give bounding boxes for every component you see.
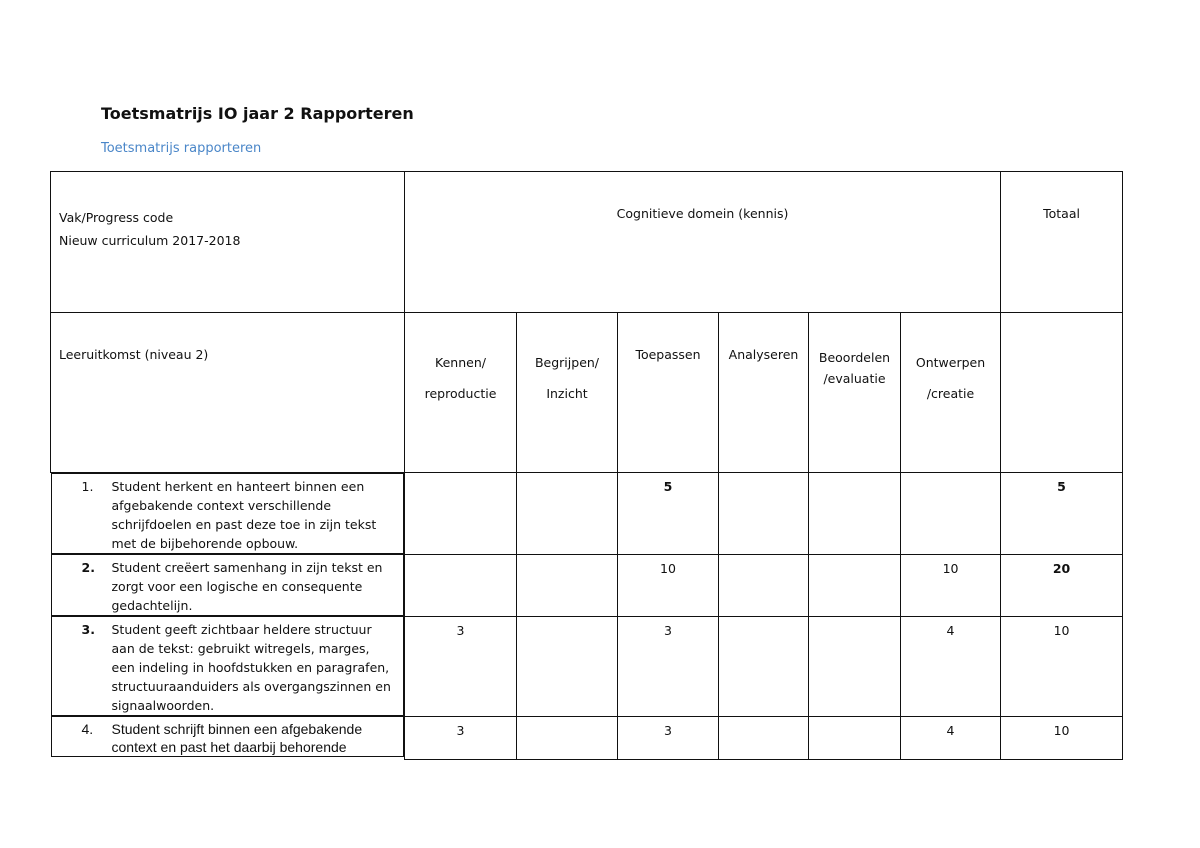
- header-row-1: [51, 172, 1123, 313]
- level-header-line1: Ontwerpen: [915, 355, 986, 370]
- level-header-line2: Inzicht: [546, 386, 588, 401]
- value-cell: 10: [618, 554, 719, 616]
- level-header-line2: /evaluatie: [823, 371, 886, 386]
- outcome-number: 3.: [81, 622, 95, 637]
- level-header-begrijpen: [517, 313, 618, 473]
- outcome-cell: [51, 616, 405, 716]
- level-header-beoordelen: [809, 313, 901, 473]
- value-cell: [809, 473, 901, 555]
- outcome-text: Student geeft zichtbaar heldere structuur aan de tekst: gebruikt witregels, marges, een indeling in hoofdstukken en paragrafen, structuuraanduiders als overgangszinnen en signaalwoorden.: [111, 622, 391, 713]
- document-subtitle: Toetsmatrijs rapporteren: [101, 141, 262, 156]
- value-cell: 4: [901, 716, 1001, 759]
- value-cell: [405, 554, 517, 616]
- total-header-empty: [1001, 313, 1123, 473]
- level-header-line1: Analyseren: [728, 347, 799, 362]
- level-header-ontwerpen: [901, 313, 1001, 473]
- outcome-text: Student creëert samenhang in zijn tekst en zorgt voor een logische en consequente gedachtelijn.: [111, 560, 383, 613]
- value-cell: 3: [618, 716, 719, 759]
- outcome-number: 4.: [81, 721, 94, 737]
- level-header-kennen: [405, 313, 517, 473]
- total-cell: 5: [1001, 473, 1123, 555]
- table-row: [51, 473, 1123, 555]
- level-header-toepassen: [618, 313, 719, 473]
- outcome-cell: [51, 554, 405, 616]
- table-row: [51, 716, 1123, 759]
- outcome-text: Student herkent en hanteert binnen een afgebakende context verschillende schrijfdoelen en past deze toe in zijn tekst met de bijbehorende opbouw.: [111, 479, 377, 551]
- level-header-analyseren: [719, 313, 809, 473]
- value-cell: [517, 716, 618, 759]
- value-cell: [405, 473, 517, 555]
- assessment-matrix-table: [50, 171, 1123, 760]
- value-cell: [719, 716, 809, 759]
- value-cell: 10: [901, 554, 1001, 616]
- table-row: [51, 554, 1123, 616]
- outcome-number: 2.: [81, 560, 95, 575]
- value-cell: [719, 616, 809, 716]
- table-row: [51, 616, 1123, 716]
- value-cell: 4: [901, 616, 1001, 716]
- document-title: Toetsmatrijs IO jaar 2 Rapporteren: [101, 104, 414, 123]
- course-code-label: Vak/Progress code: [59, 210, 174, 225]
- value-cell: 3: [405, 716, 517, 759]
- level-header-line1: Begrijpen/: [534, 355, 600, 370]
- cognitive-domain-header: Cognitieve domein (kennis): [405, 172, 1001, 313]
- value-cell: [517, 554, 618, 616]
- level-header-line2: reproductie: [424, 386, 497, 401]
- value-cell: [719, 473, 809, 555]
- curriculum-label: Nieuw curriculum 2017-2018: [59, 233, 241, 248]
- total-cell: 10: [1001, 716, 1123, 759]
- value-cell: [719, 554, 809, 616]
- outcome-cell: [51, 716, 405, 757]
- outcome-number: 1.: [81, 479, 94, 494]
- outcome-text: Student schrijft binnen een afgebakende context en past het daarbij behorende: [111, 721, 363, 755]
- course-code-cell: [51, 172, 405, 313]
- value-cell: 3: [618, 616, 719, 716]
- value-cell: [517, 473, 618, 555]
- header-row-2: [51, 313, 1123, 473]
- value-cell: [809, 554, 901, 616]
- total-cell: 20: [1001, 554, 1123, 616]
- value-cell: 3: [405, 616, 517, 716]
- total-header: Totaal: [1001, 172, 1123, 313]
- value-cell: 5: [618, 473, 719, 555]
- outcome-cell: [51, 473, 405, 554]
- level-header-line1: Kennen/: [435, 355, 486, 370]
- level-header-line1: Toepassen: [635, 347, 701, 362]
- total-cell: 10: [1001, 616, 1123, 716]
- value-cell: [517, 616, 618, 716]
- value-cell: [809, 716, 901, 759]
- level-header-line1: Beoordelen: [818, 350, 891, 365]
- level-header-line2: /creatie: [926, 386, 975, 401]
- value-cell: [809, 616, 901, 716]
- learning-outcome-header: Leeruitkomst (niveau 2): [51, 313, 405, 473]
- value-cell: [901, 473, 1001, 555]
